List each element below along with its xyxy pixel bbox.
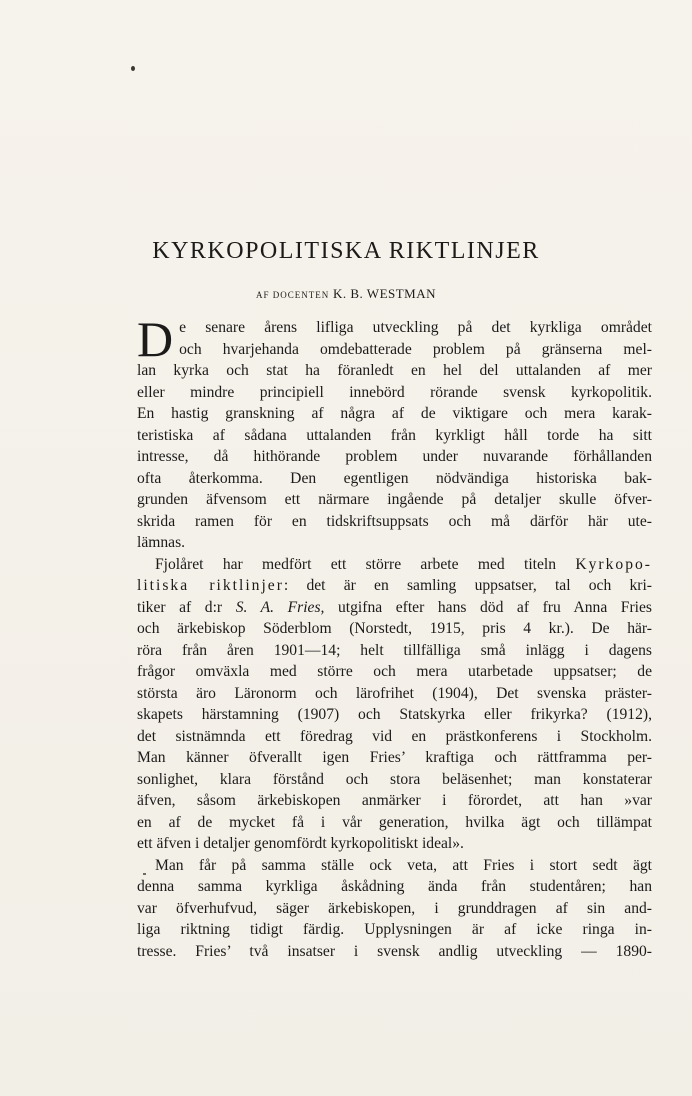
text-line: denna samma kyrkliga åskådning ända från studentåren; han [137, 878, 652, 895]
paragraph-1 [137, 311, 652, 554]
text-line: intresse, då hithörande problem under nuvarande förhållanden [137, 448, 652, 465]
text-line: skrida ramen för en tidskriftsuppsats och må därför här ute- [137, 512, 652, 530]
text-span: tiker af d:r [137, 598, 236, 616]
text-line: äfven, såsom ärkebiskopen anmärker i förordet, att han »var [137, 792, 652, 809]
text-span: Fjolåret har medfört ett större arbete med titeln [155, 555, 576, 573]
text-line: lämnas. [137, 534, 186, 551]
text-span: : det är en samling uppsatser, tal och kri- [283, 577, 652, 594]
text-line: var öfverhufvud, säger ärkebiskopen, i grunddragen af sin and- [137, 899, 652, 917]
text-line: Man får på samma ställe ock veta, att Fries i stort sedt ägt [155, 856, 652, 874]
paragraph-2 [137, 554, 652, 855]
ink-speck [131, 66, 135, 71]
author-name: K. B. WESTMAN [332, 286, 437, 301]
text-line: tresse. Fries’ två insatser i svensk andlig utveckling — 1890- [137, 942, 652, 960]
text-line: Man känner öfverallt igen Fries’ kraftiga och rättframma per- [137, 749, 652, 766]
text-line: teristiska af sådana uttalanden från kyrkligt håll torde ha sitt [137, 426, 652, 444]
paragraph-3 [137, 855, 652, 963]
text-line: sonlighet, klara förstånd och stora beläsenhet; man konstaterar [137, 770, 652, 788]
text-line: och ärkebiskop Söderblom (Norstedt, 1915, pris 4 kr.). De här- [137, 620, 652, 637]
article-title: KYRKOPOLITISKA RIKTLINJER [152, 238, 540, 264]
text-line: e senare årens lifliga utveckling på det kyrkliga området [179, 319, 652, 336]
text-line: ett äfven i detaljer genomfördt kyrkopolitiskt ideal». [137, 835, 464, 852]
author-italic-span: S. A. Fries, [235, 598, 325, 616]
text-line [137, 597, 652, 619]
text-line: skapets härstamning (1907) och Statskyrka eller frikyrka? (1912), [137, 706, 652, 723]
text-line: ofta återkomma. Den egentligen nödvändiga historiska bak- [137, 469, 652, 487]
text-line [137, 575, 652, 597]
text-line: En hastig granskning af några af de viktigare och mera karak- [137, 405, 652, 422]
text-line: liga riktning tidigt färdig. Upplysningen är af icke ringa in- [137, 921, 652, 938]
text-line: lan kyrka och stat ha föranledt en hel del uttalanden af mer [137, 362, 652, 379]
drop-cap: D [137, 311, 174, 367]
text-line: frågor omväxla med större och mera utarbetade uppsatser; de [137, 663, 652, 680]
text-line: grunden äfvensom ett närmare ingående på detaljer skulle öfver- [137, 491, 652, 508]
text-line [137, 554, 652, 576]
book-title-span: Kyrkopo- [575, 555, 652, 573]
text-line: och hvarjehanda omdebatterade problem på gränserna mel- [179, 340, 652, 358]
text-line: det sistnämnda ett föredrag vid en prästkonferens i Stockholm. [137, 727, 652, 745]
text-line: största äro Läronorm och lärofrihet (1904), Det svenska präster- [137, 684, 652, 702]
author-prefix: AF DOCENTEN [255, 290, 330, 300]
book-title-span: litiska riktlinjer [137, 577, 284, 594]
text-line: eller mindre principiell innebörd rörande svensk kyrkopolitik. [137, 383, 652, 401]
text-line: en af de mycket få i vår generation, hvilka ägt och tillämpat [137, 813, 652, 831]
article-body [137, 311, 652, 962]
author-line [0, 286, 692, 302]
text-line: röra från åren 1901—14; helt tillfälliga små inlägg i dagens [137, 641, 652, 659]
text-span: utgifna efter hans död af fru Anna Fries [324, 598, 652, 616]
